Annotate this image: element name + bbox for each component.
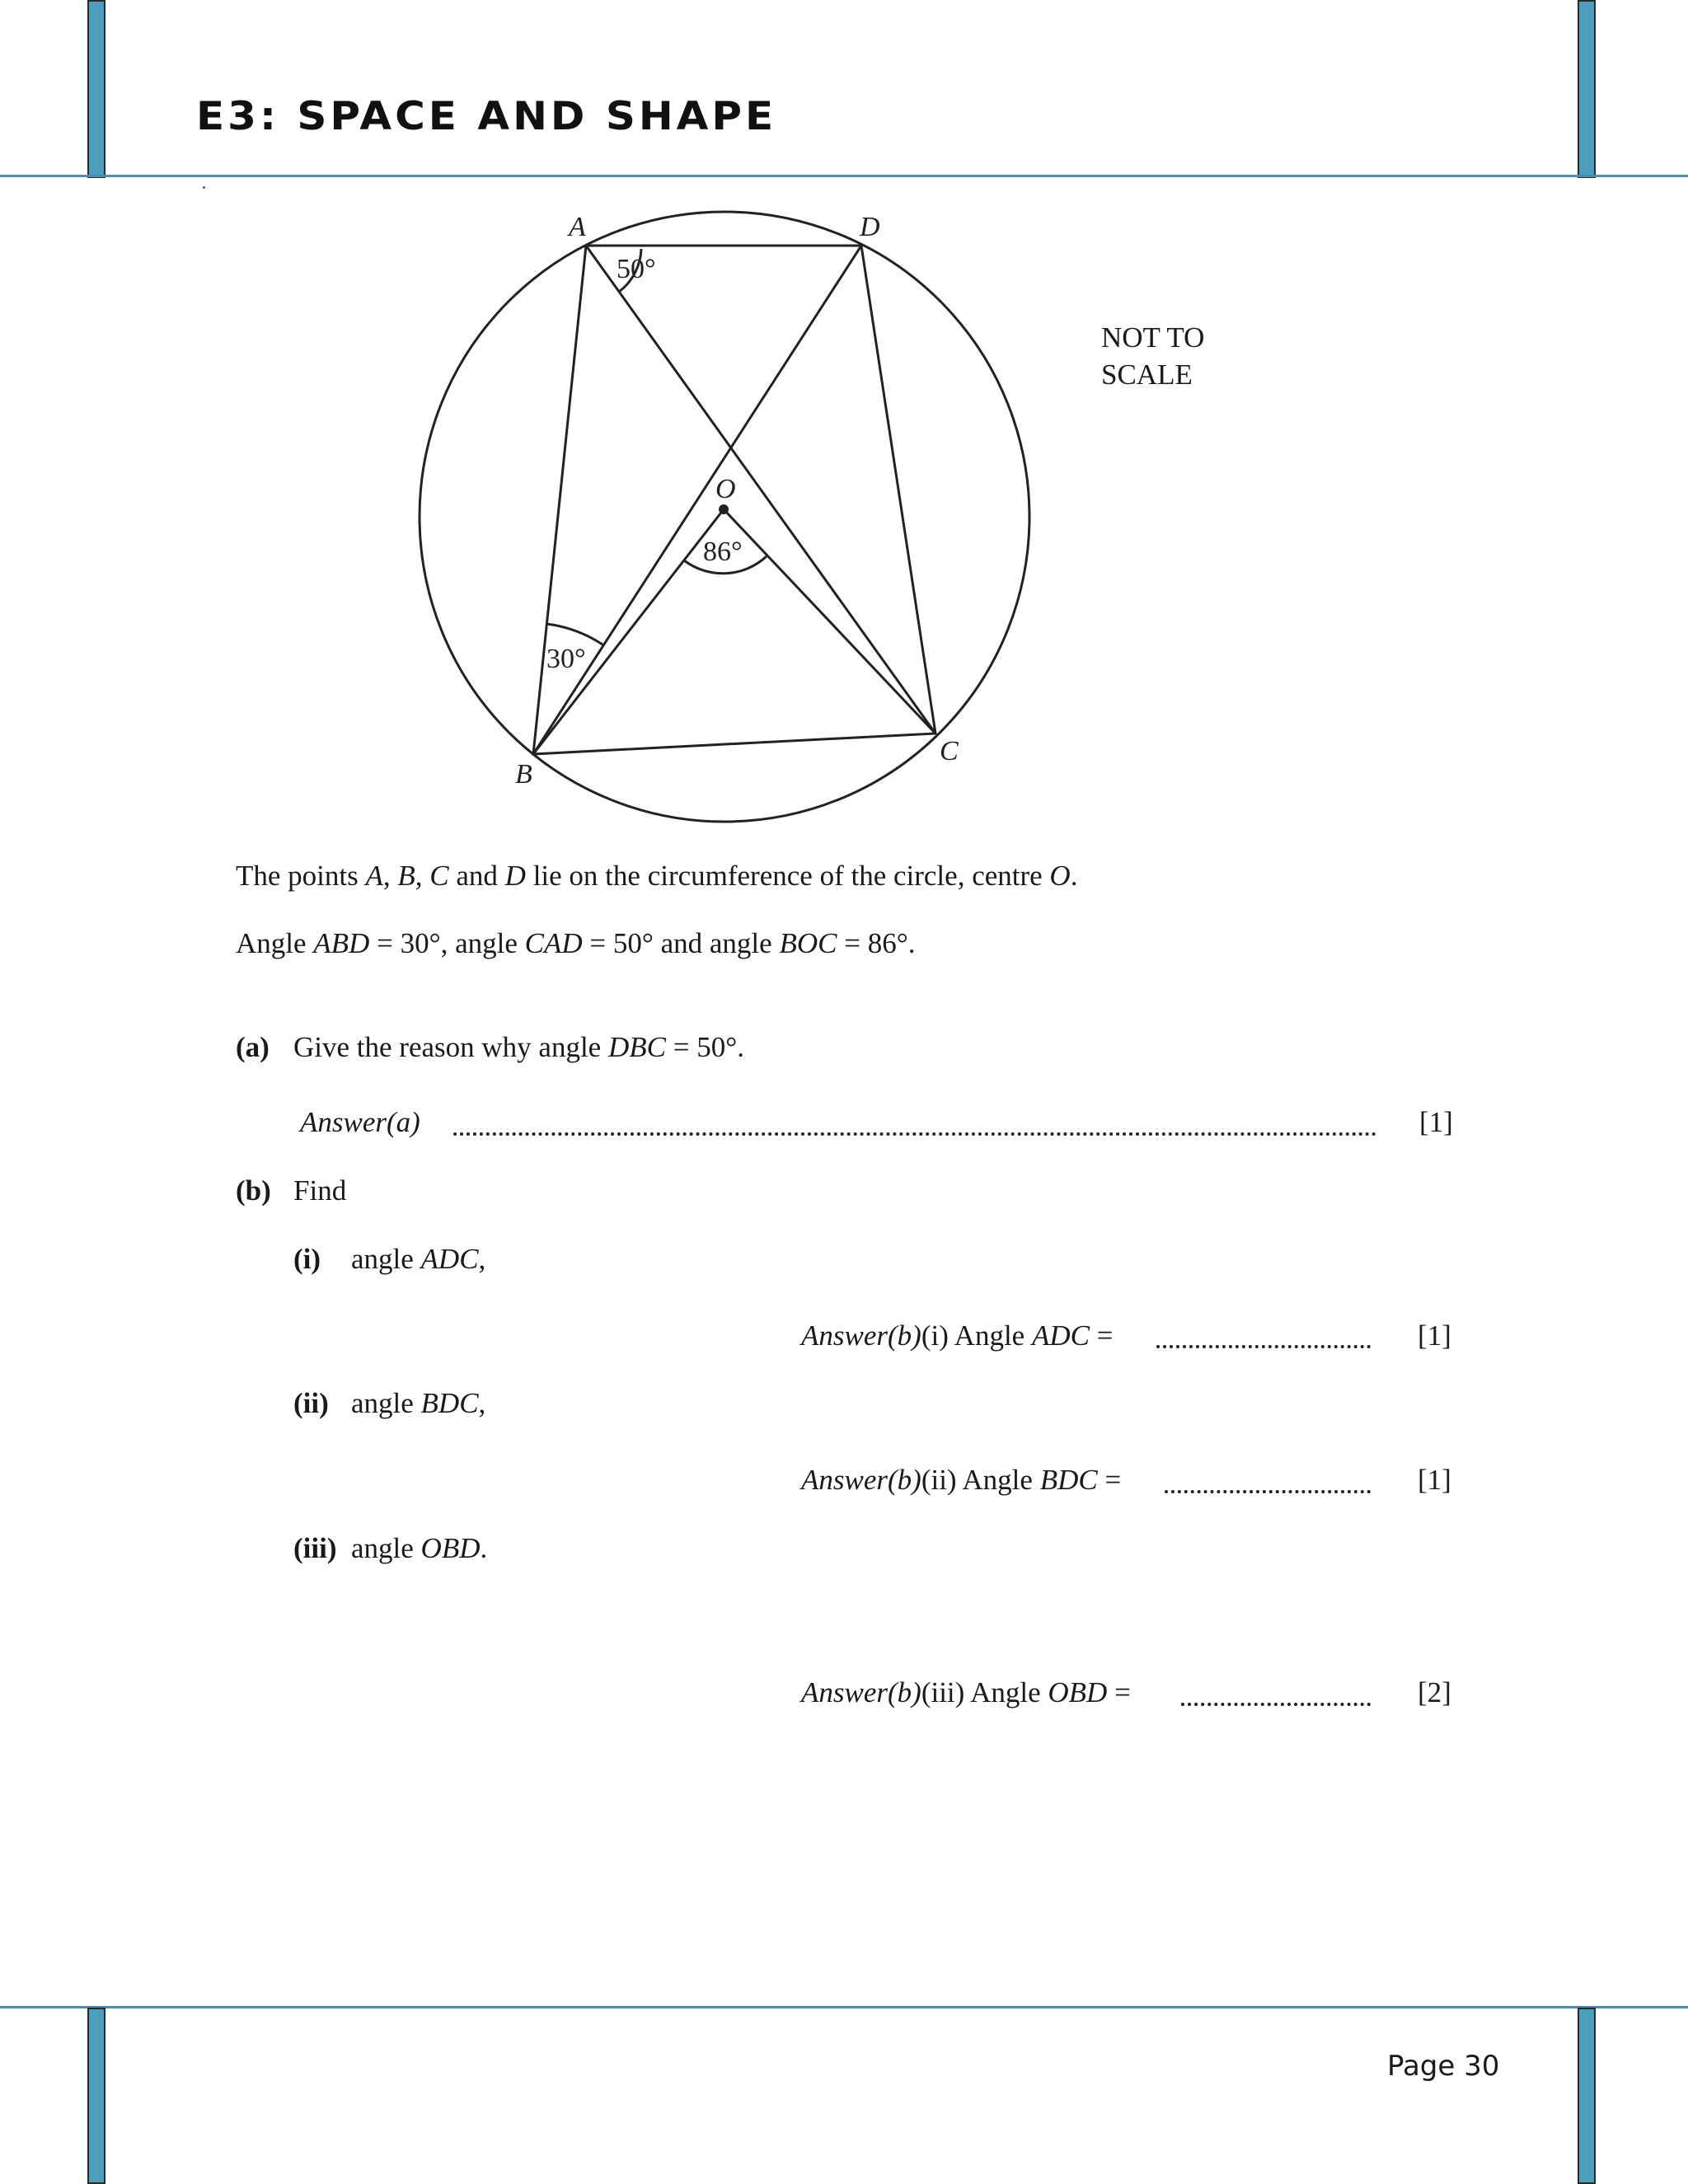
part-b-ii-question: angle BDC, bbox=[351, 1387, 486, 1419]
part-b-label: (b) bbox=[236, 1174, 271, 1207]
marks-b-ii: [1] bbox=[1418, 1464, 1451, 1496]
answer-a-label: Answer(a) bbox=[300, 1106, 420, 1138]
label-d: D bbox=[860, 212, 880, 242]
answer-b-iii-label: Answer(b)(iii) Angle OBD = bbox=[801, 1676, 1131, 1708]
label-b: B bbox=[515, 759, 532, 790]
angle-abd: 30° bbox=[546, 644, 586, 674]
part-b-ii-label: (ii) bbox=[293, 1387, 329, 1419]
circle-diagram bbox=[396, 198, 1220, 832]
part-b-iii-label: (iii) bbox=[293, 1532, 337, 1564]
label-a: A bbox=[569, 212, 586, 242]
answer-b-ii-field[interactable] bbox=[1165, 1490, 1371, 1493]
arc-abd bbox=[546, 624, 603, 644]
part-a-question: Give the reason why angle DBC = 50°. bbox=[293, 1031, 744, 1063]
angle-cad: 50° bbox=[617, 254, 656, 284]
page-header-title: E3: SPACE AND SHAPE bbox=[196, 93, 777, 139]
part-a-label: (a) bbox=[236, 1031, 270, 1063]
answer-b-ii-label: Answer(b)(ii) Angle BDC = bbox=[801, 1464, 1122, 1496]
radius-ob bbox=[533, 509, 724, 754]
marks-a: [1] bbox=[1419, 1106, 1453, 1138]
angle-boc: 86° bbox=[703, 537, 743, 567]
part-b-i-question: angle ADC, bbox=[351, 1243, 486, 1275]
stray-dot bbox=[203, 186, 205, 189]
not-to-scale-line1: NOT TO bbox=[1101, 321, 1205, 354]
circle bbox=[420, 212, 1029, 822]
page-number: Page 30 bbox=[1387, 2050, 1500, 2083]
part-b-iii-question: angle OBD. bbox=[351, 1532, 488, 1564]
label-o: O bbox=[715, 474, 736, 504]
chord-ac bbox=[586, 246, 935, 733]
not-to-scale-line2: SCALE bbox=[1101, 359, 1193, 391]
right-top-bar bbox=[1578, 0, 1596, 178]
label-c: C bbox=[940, 736, 959, 766]
left-top-bar bbox=[87, 0, 106, 178]
centre-point bbox=[719, 504, 729, 514]
answer-b-i-label: Answer(b)(i) Angle ADC = bbox=[801, 1319, 1114, 1352]
intro-paragraph-2: Angle ABD = 30°, angle CAD = 50° and angle BOC = 86°. bbox=[236, 927, 916, 959]
answer-b-i-field[interactable] bbox=[1156, 1345, 1371, 1348]
radius-oc bbox=[724, 509, 935, 733]
left-bottom-bar bbox=[87, 2008, 106, 2184]
part-b-i-label: (i) bbox=[293, 1243, 321, 1275]
part-b-text: Find bbox=[293, 1174, 347, 1207]
marks-b-iii: [2] bbox=[1418, 1676, 1451, 1708]
intro-paragraph-1: The points A, B, C and D lie on the circumference of the circle, centre O. bbox=[236, 860, 1078, 892]
header-rule bbox=[0, 175, 1688, 177]
footer-rule bbox=[0, 2006, 1688, 2008]
marks-b-i: [1] bbox=[1418, 1319, 1451, 1352]
answer-a-field[interactable] bbox=[453, 1132, 1376, 1136]
answer-b-iii-field[interactable] bbox=[1181, 1703, 1371, 1706]
chord-bd bbox=[533, 246, 861, 754]
right-bottom-bar bbox=[1578, 2008, 1596, 2184]
